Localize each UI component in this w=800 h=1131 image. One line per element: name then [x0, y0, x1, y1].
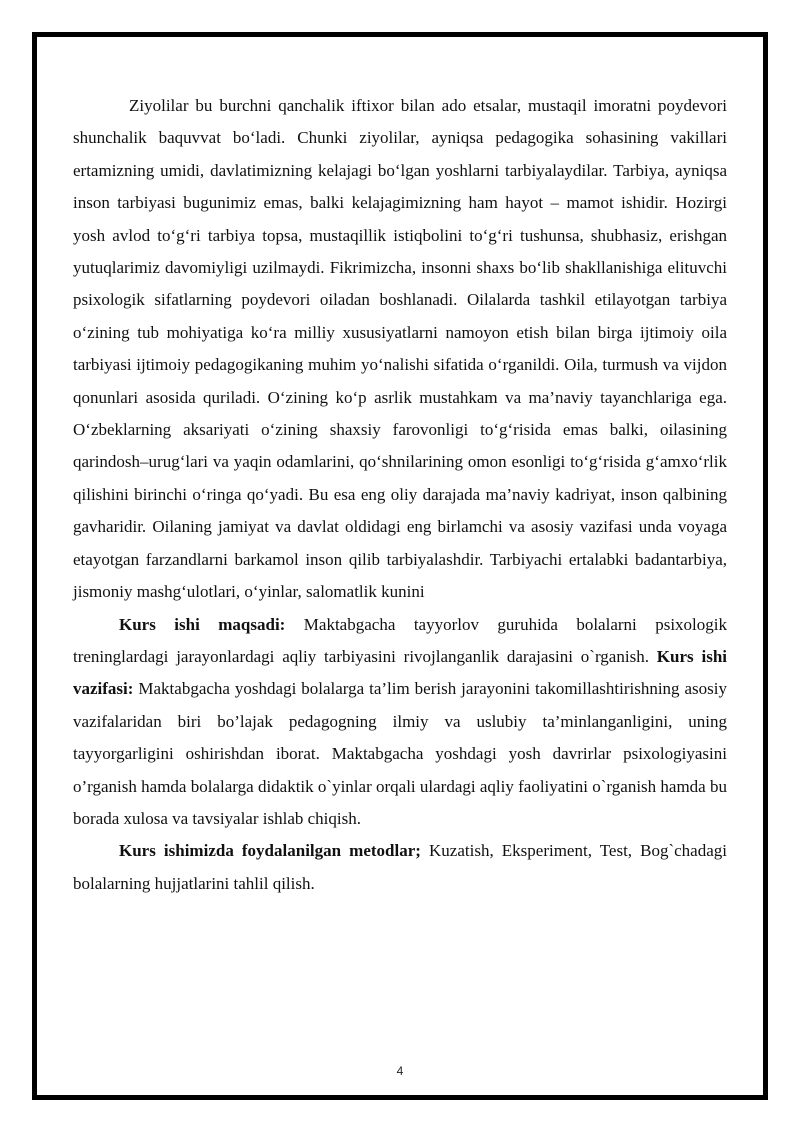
methods-paragraph [73, 835, 727, 900]
page-number: 4 [396, 1064, 404, 1078]
methods-label: Kurs ishimizda foydalanilgan metodlar; [119, 841, 421, 861]
goal-text: Maktabgacha tayyorlov guruhida bolalarni psixologik treninglardagi jarayonlardagi aqliy tarbiyasini rivojlanganlik darajasini o`rganish. [73, 614, 727, 666]
goal-label: Kurs ishi maqsadi: [119, 614, 286, 634]
intro-paragraph: Ziyolilar bu burchni qanchalik iftixor bilan ado etsalar, mustaqil imoratni poydevori shunchalik baquvvat bo‘ladi. Chunki ziyolilar, ayniqsa pedagogika sohasining vakillari ertamizning umidi, davlatimizning kelajagi bo‘lgan yoshlarni tarbiyalaydilar. Tarbiya, ayniqsa inson tarbiyasi bugunimiz emas, balki kelajagimizning ham hayot – mamot ishidir. Hozirgi yosh avlod to‘g‘ri tarbiya topsa, mustaqillik istiqbolini to‘g‘ri tushunsa, shubhasiz, erishgan yutuqlarimiz davomiyligi uzilmaydi. Fikrimizcha, insonni shaxs bo‘lib shakllanishiga elituvchi psixologik sifatlarning poydevori oiladan boshlanadi. Oilalarda tashkil etilayotgan tarbiya o‘zining tub mohiyatiga ko‘ra milliy xususiyatlarni namoyon etish bilan birga ijtimoiy oila tarbiyasi ijtimoiy pedagogikaning muhim yo‘nalishi sifatida o‘rganildi. Oila, turmush va vijdon qonunlari asosida quriladi. O‘zining ko‘p asrlik mustahkam va ma’naviy tayanchlariga ega. O‘zbeklarning aksariyati o‘zining shaxsiy farovonligi to‘g‘risida emas balki, oilasining qarindosh–urug‘lari va yaqin odamlarini, qo‘shnilarining omon esonligi to‘g‘risida g‘amxo‘rlik qilishini birinchi o‘ringa qo‘yadi. Bu esa eng oliy darajada ma’naviy kadriyat, inson qalbining gavharidir. Oilaning jamiyat va davlat oldidagi eng birlamchi va asosiy vazifasi unda voyaga etayotgan farzandlarni barkamol inson qilib tarbiyalashdir. Tarbiyachi ertalabki badantarbiya, jismoniy mashg‘ulotlari, o‘yinlar, salomatlik kunini [73, 96, 727, 602]
document-body [73, 90, 727, 900]
tasks-label: Kurs ishi vazifasi: [73, 646, 727, 699]
goal-and-tasks-paragraph [73, 609, 727, 836]
tasks-text: Maktabgacha yoshdagi bolalarga ta’lim berish jarayonini takomillashtirishning asosiy vazifalaridan biri bo’lajak pedagogning ilmiy va uslubiy ta’minlanganligini, uning tayyorgarligini oshirishdan iborat. Maktabgacha yoshdagi yosh davrirlar psixologiyasini o’rganish hamda bolalarga didaktik o`yinlar orqali ulardagi aqliy faoliyatini o`rganish hamda bu borada xulosa va tavsiyalar ishlab chiqish. [73, 679, 727, 828]
methods-text: Kuzatish, Eksperiment, Test, Bog`chadagi bolalarning hujjatlarini tahlil qilish. [73, 841, 727, 893]
